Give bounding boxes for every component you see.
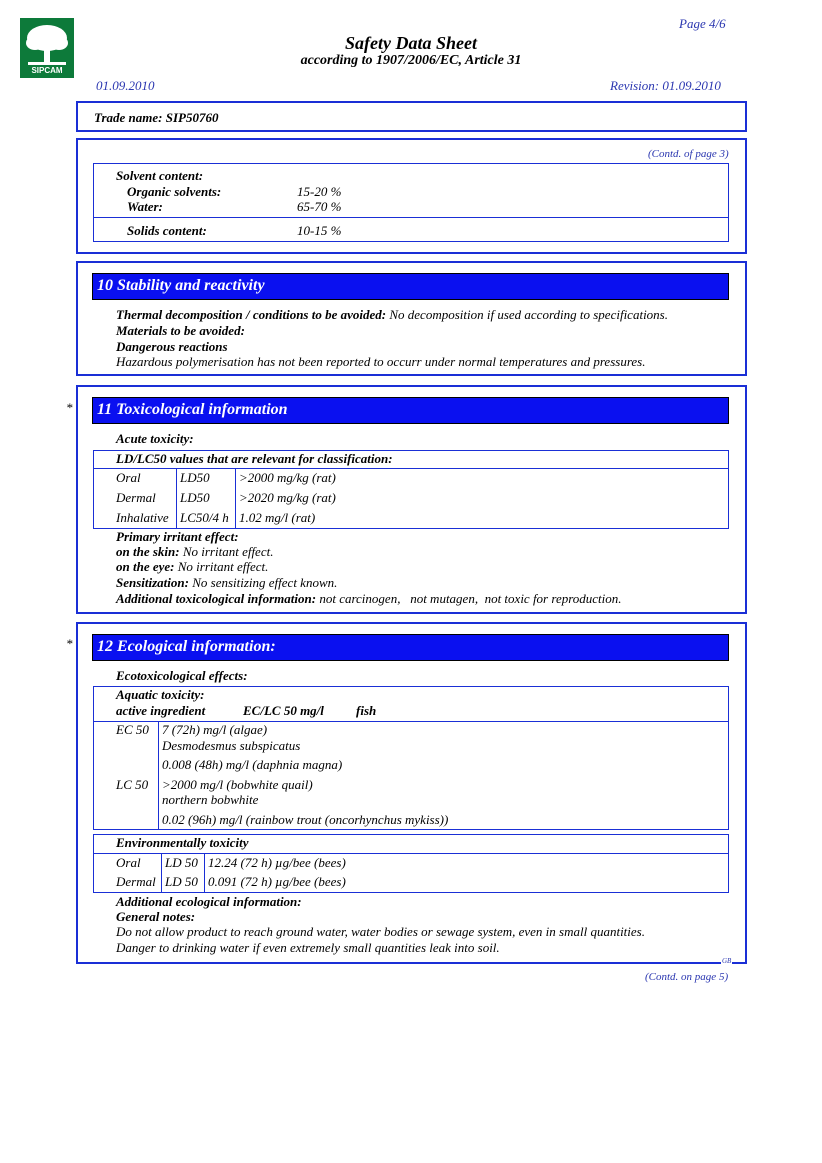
logo-text: SIPCAM [31,66,63,75]
skin-effect [116,544,273,560]
note-ground-water: Do not allow product to reach ground water, water bodies or sewage system, even in small quantities. [116,924,645,939]
eye-effect [116,559,268,575]
ec50-label: EC 50 [116,722,149,737]
solids-label: Solids content: [127,223,207,238]
trade-name-box [76,101,747,132]
additional-tox-value: not carcinogen, not mutagen, not toxic for reproduction. [319,591,622,606]
water-label: Water: [127,199,163,214]
additional-eco: Additional ecological information: [116,894,302,909]
ec50-value-1: 7 (72h) mg/l (algae) [162,722,268,737]
ld-table-header: LD/LC50 values that are relevant for classification: [116,451,393,466]
dangerous-reactions: Dangerous reactions [116,339,228,354]
aquatic-col-divider [158,721,159,830]
solvent-divider [93,217,729,218]
eye-value: No irritant effect. [177,559,269,574]
lc50-value-2: northern bobwhite [162,792,259,807]
thermal-label: Thermal decomposition / conditions to be avoided: [116,307,387,322]
section-10-title: 10 Stability and reactivity [92,273,729,300]
ld-type: LC50/4 h [180,510,229,525]
aquatic-toxicity: Aquatic toxicity: [116,687,205,702]
primary-irritant: Primary irritant effect: [116,529,239,544]
page-number: Page 4/6 [679,16,726,31]
col-fish: fish [356,703,377,718]
eye-label: on the eye: [116,559,175,574]
ec50-value-2: Desmodesmus subspicatus [162,738,301,753]
organic-label: Organic solvents: [127,184,222,199]
trade-name: Trade name: SIP50760 [94,110,219,125]
env-type: LD 50 [165,855,198,870]
col-active-ingredient: active ingredient [116,703,206,718]
skin-label: on the skin: [116,544,180,559]
contd-on-page: (Contd. on page 5) [645,971,729,983]
sensitization-value: No sensitizing effect known. [192,575,338,590]
thermal-value: No decomposition if used according to specifications. [389,307,668,322]
solids-value: 10-15 % [297,223,342,238]
ld-col-divider-2 [235,468,236,529]
additional-tox [116,591,622,607]
ld-route: Inhalative [116,510,169,525]
water-value: 65-70 % [297,199,342,214]
ld-type: LD50 [180,490,210,505]
section-12-title: 12 Ecological information: [92,634,729,661]
contd-of-page: (Contd. of page 3) [648,148,729,160]
ld-route: Oral [116,470,141,485]
section-11-title: 11 Toxicological information [92,397,729,424]
sensitization-label: Sensitization: [116,575,189,590]
thermal-decomposition [116,307,668,323]
env-route: Oral [116,855,141,870]
env-value: 0.091 (72 h) µg/bee (bees) [208,874,346,889]
ld-value: >2000 mg/kg (rat) [239,470,336,485]
ld-route: Dermal [116,490,156,505]
lc50-value-3: 0.02 (96h) mg/l (rainbow trout (oncorhynchus mykiss)) [162,812,449,827]
solvent-heading: Solvent content: [116,168,204,183]
env-col-divider-2 [204,853,205,893]
revision-star: * [66,400,73,415]
env-route: Dermal [116,874,156,889]
ld-value: >2020 mg/kg (rat) [239,490,336,505]
organic-value: 15-20 % [297,184,342,199]
acute-toxicity: Acute toxicity: [116,431,194,446]
note-drinking-water: Danger to drinking water if even extremely small quantities leak into soil. [116,940,500,955]
ec50-value-3: 0.008 (48h) mg/l (daphnia magna) [162,757,343,772]
ecotox-effects: Ecotoxicological effects: [116,668,248,683]
ld-header-divider [93,468,729,469]
document-title: Safety Data Sheet [345,33,477,53]
revision-date: Revision: 01.09.2010 [610,78,721,93]
gb-marker: GB [722,957,732,965]
print-date: 01.09.2010 [96,78,155,93]
document-subtitle: according to 1907/2006/EC, Article 31 [300,53,522,68]
col-ec-lc50: EC/LC 50 mg/l [243,703,324,718]
revision-star: * [66,636,73,651]
additional-tox-label: Additional toxicological information: [116,591,317,606]
ld-value: 1.02 mg/l (rat) [239,510,316,525]
materials-avoid: Materials to be avoided: [116,323,245,338]
lc50-label: LC 50 [116,777,149,792]
env-header-divider [93,853,729,854]
env-col-divider-1 [161,853,162,893]
lc50-value-1: >2000 mg/l (bobwhite quail) [162,777,313,792]
env-value: 12.24 (72 h) µg/bee (bees) [208,855,346,870]
skin-value: No irritant effect. [182,544,274,559]
env-tox-header: Environmentally toxicity [116,835,249,850]
ld-col-divider-1 [176,468,177,529]
ld-type: LD50 [180,470,210,485]
general-notes: General notes: [116,909,196,924]
hazardous-polymerisation: Hazardous polymerisation has not been reported to occurr under normal temperatures and pressures. [116,354,646,369]
env-type: LD 50 [165,874,198,889]
sensitization [116,575,337,591]
